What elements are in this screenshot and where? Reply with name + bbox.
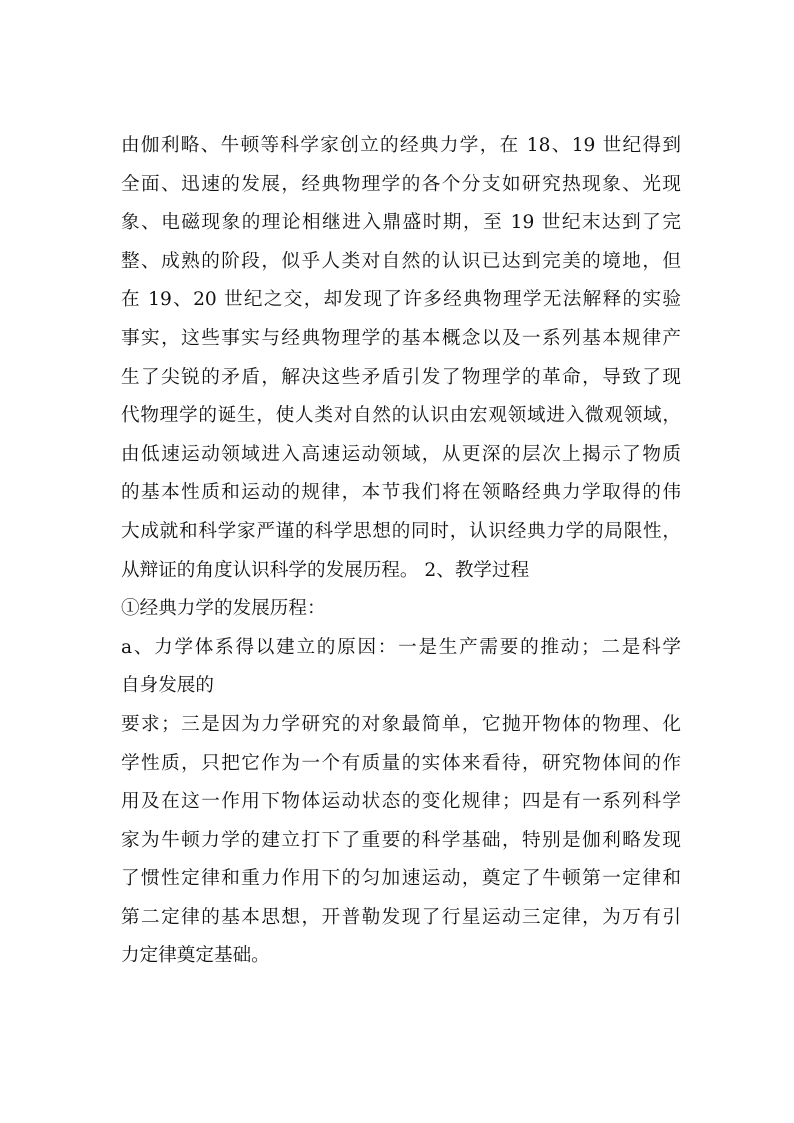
text-line-2: 全面、迅速的发展，经典物理学的各个分支如研究热现象、光现 — [121, 173, 681, 195]
text-line-6: 事实，这些事实与经典物理学的基本概念以及一系列基本规律产 — [121, 327, 681, 349]
text-line-22: 力定律奠定基础。 — [121, 945, 270, 967]
section-heading: ①经典力学的发展历程： — [121, 598, 326, 620]
text-line-20: 了惯性定律和重力作用下的匀加速运动，奠定了牛顿第一定律和 — [121, 868, 681, 890]
text-line-18: 用及在这一作用下物体运动状态的变化规律；四是有一系列科学 — [121, 791, 681, 813]
text-line-1: 由伽利略、牛顿等科学家创立的经典力学，在 18、19 世纪得到 — [121, 135, 681, 156]
text-line-15: 自身发展的 — [121, 675, 214, 697]
text-line-4: 整、成熟的阶段，似乎人类对自然的认识已达到完美的境地，但 — [121, 250, 681, 272]
text-line-8: 代物理学的诞生，使人类对自然的认识由宏观领域进入微观领域， — [121, 405, 681, 427]
text-line-12: 从辩证的角度认识科学的发展历程。 2、教学过程 — [121, 559, 530, 581]
text-line-16: 要求；三是因为力学研究的对象最简单，它抛开物体的物理、化 — [121, 713, 681, 735]
text-line-17: 学性质，只把它作为一个有质量的实体来看待，研究物体间的作 — [121, 752, 681, 774]
text-line-3: 象、电磁现象的理论相继进入鼎盛时期，至 19 世纪末达到了完 — [121, 212, 681, 234]
text-line-11: 大成就和科学家严谨的科学思想的同时，认识经典力学的局限性， — [121, 520, 681, 542]
text-line-5: 在 19、20 世纪之交，却发现了许多经典物理学无法解释的实验 — [121, 289, 681, 311]
text-line-9: 由低速运动领域进入高速运动领域，从更深的层次上揭示了物质 — [121, 443, 681, 465]
text-line-10: 的基本性质和运动的规律，本节我们将在领略经典力学取得的伟 — [121, 482, 681, 504]
text-line-21: 第二定律的基本思想，开普勒发现了行星运动三定律，为万有引 — [121, 906, 681, 928]
text-line-19: 家为牛顿力学的建立打下了重要的科学基础，特别是伽利略发现 — [121, 829, 681, 851]
body-text — [121, 127, 681, 976]
text-line-14: a、力学体系得以建立的原因：一是生产需要的推动；二是科学 — [121, 636, 681, 658]
text-line-7: 生了尖锐的矛盾，解决这些矛盾引发了物理学的革命，导致了现 — [121, 366, 681, 388]
